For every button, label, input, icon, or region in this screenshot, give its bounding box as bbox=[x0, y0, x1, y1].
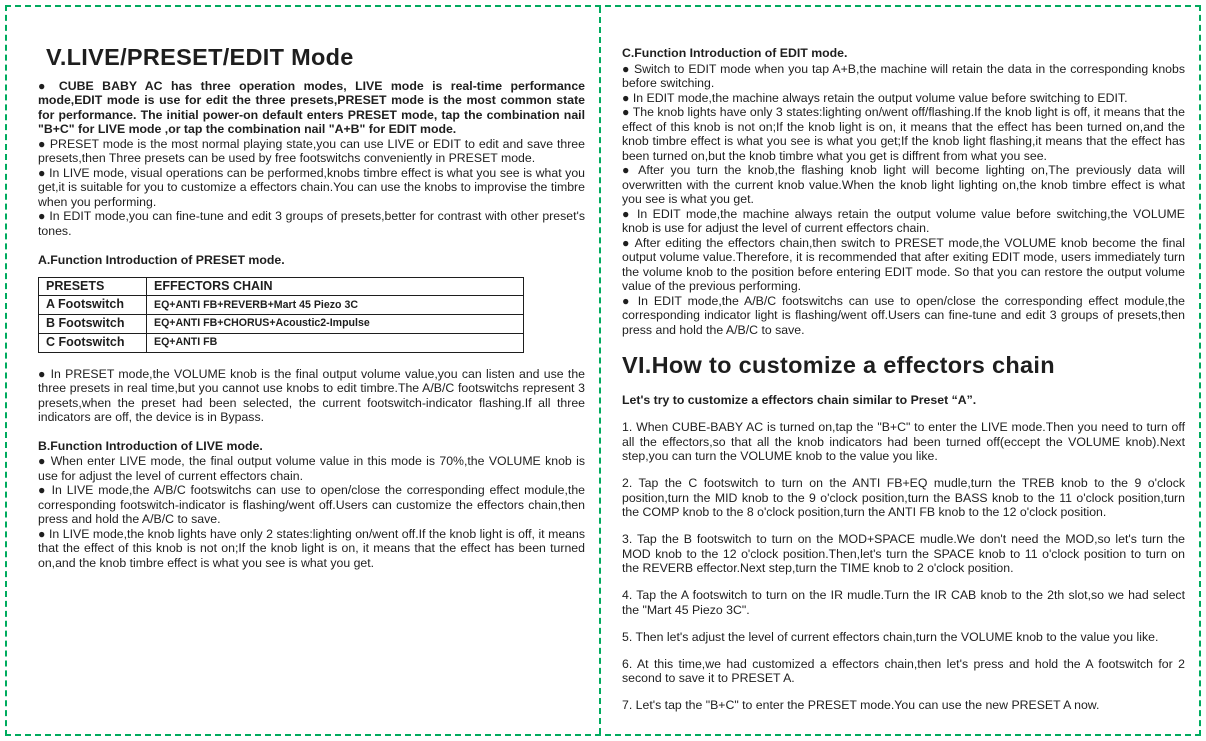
section-v-title: V.LIVE/PRESET/EDIT Mode bbox=[46, 44, 354, 70]
customize-step-4: 4. Tap the A footswitch to turn on the IR mudle.Turn the IR CAB knob to the 2th slot,so we had select the "Mart 45 Piezo 3C". bbox=[622, 588, 1185, 617]
presets-header-cell: PRESETS bbox=[39, 277, 147, 296]
edit-mode-bullet-5: ● In EDIT mode,the machine always retain the output volume value before switching,the VOLUME knob is use for adjust the level of current effectors chain. bbox=[622, 206, 1185, 235]
live-mode-bullet-2: ● In LIVE mode,the A/B/C footswitchs can use to open/close the corresponding effect module,the corresponding footswitch-indicator is flashing/went off.Users can customize the effectors chain,then press and hold the A/B/C to save. bbox=[38, 483, 585, 527]
overview-bullet-1: ● PRESET mode is the most normal playing state,you can use LIVE or EDIT to edit and save three presets,then Three presets can be used by free footswitchs conveniently in PRESET mode. bbox=[38, 136, 585, 166]
chain-cell: EQ+ANTI FB bbox=[147, 333, 524, 352]
presets-table-header-row bbox=[39, 277, 524, 296]
edit-mode-bullet-4: ● After you turn the knob,the flashing knob light will become lighting on,The previously data will overwritten with the current knob value.When the knob light lighting on,the knob timbre effect is what you see is what you get. bbox=[622, 163, 1185, 206]
customize-step-1: 1. When CUBE-BABY AC is turned on,tap the "B+C" to enter the LIVE mode.Then you need to turn off all the effectors,so that all the knob indicators had been turned off(eccept the VOLUME knob).Next step,you can turn the VOLUME knob to the value you like. bbox=[622, 420, 1185, 464]
right-column bbox=[622, 46, 1185, 725]
section-vi-title: VI.How to customize a effectors chain bbox=[622, 352, 1055, 378]
preset-cell: C Footswitch bbox=[39, 333, 147, 352]
presets-table-row-b bbox=[39, 315, 524, 334]
edit-mode-heading: C.Function Introduction of EDIT mode. bbox=[622, 46, 848, 60]
customize-step-6: 6. At this time,we had customized a effectors chain,then let's press and hold the A footswitch for 2 second to save it to PRESET A. bbox=[622, 656, 1185, 686]
live-mode-bullet-1: ● When enter LIVE mode, the final output volume value in this mode is 70%,the VOLUME knob is use for adjust the level of current effectors chain. bbox=[38, 454, 585, 483]
preset-mode-heading: A.Function Introduction of PRESET mode. bbox=[38, 253, 285, 268]
overview-bullet-2: ● In LIVE mode, visual operations can be performed,knobs timbre effect is what you see is what you get,it is suitable for you to customize a effectors chain.You can use the knobs to improvise the timbre when you performing. bbox=[38, 165, 585, 209]
edit-mode-bullet-1: ● Switch to EDIT mode when you tap A+B,the machine will retain the data in the corresponding knobs before switching. bbox=[622, 61, 1185, 90]
customize-step-7: 7. Let's tap the "B+C" to enter the PRESET mode.You can use the new PRESET A now. bbox=[622, 698, 1100, 713]
left-column bbox=[38, 44, 585, 570]
edit-mode-bullet-3: ● The knob lights have only 3 states:lighting on/went off/flashing.If the knob light is off, it means that the effect of this knob is not on;If the knob light is on, it means that the effect has been turned on,and the knob timbre effect is what you see is what you get;If the knob light flashing,it means that the effect has been turned on,but the knob timbre what you get is diffrent from what you see. bbox=[622, 105, 1185, 163]
customize-subtitle: Let's try to customize a effectors chain similar to Preset “A”. bbox=[622, 392, 977, 407]
edit-mode-bullet-2: ● In EDIT mode,the machine always retain the output volume value before switching to EDIT. bbox=[622, 90, 1128, 105]
live-mode-heading: B.Function Introduction of LIVE mode. bbox=[38, 438, 263, 453]
edit-mode-bullet-6: ● After editing the effectors chain,then switch to PRESET mode,the VOLUME knob become the final output volume value.Therefore, it is recommended that after exiting EDIT mode, users immediately turn the volume knob to the position before entering EDIT mode. So that you can restore the output volume value of the previous performing. bbox=[622, 235, 1185, 293]
intro-bullet: ● CUBE BABY AC has three operation modes, LIVE mode is real-time performance mode,EDIT mode is use for edit the three presets,PRESET mode is the most common state for performance. The initial power-on default enters PRESET mode, tap the combination nail "B+C" for LIVE mode ,or tap the combination nail "A+B" for EDIT mode. bbox=[38, 78, 585, 137]
customize-step-5: 5. Then let's adjust the level of current effectors chain,turn the VOLUME knob to the value you like. bbox=[622, 629, 1159, 644]
preset-mode-bullet: ● In PRESET mode,the VOLUME knob is the final output volume value,you can listen and use the three presets in real time,but you cannot use knobs to edit timbre.The A/B/C footswitchs represent 3 presets,when the preset had been selected, the current footswitch-indicator flashing.If all three indicators are off, the device is in Bypass. bbox=[38, 366, 585, 425]
chain-cell: EQ+ANTI FB+CHORUS+Acoustic2-Impulse bbox=[147, 315, 524, 334]
live-mode-bullet-3: ● In LIVE mode,the knob lights have only 2 states:lighting on/went off.If the knob light is off, it means that the effect of this knob is not on;If the knob light is on, it means that the effect has been turned on,and the knob timbre effect is what you see is what you get. bbox=[38, 526, 585, 570]
overview-bullet-3: ● In EDIT mode,you can fine-tune and edit 3 groups of presets,better for contrast with other preset's tones. bbox=[38, 209, 585, 238]
column-divider bbox=[599, 7, 601, 734]
chain-cell: EQ+ANTI FB+REVERB+Mart 45 Piezo 3C bbox=[147, 296, 524, 315]
customize-step-2: 2. Tap the C footswitch to turn on the ANTI FB+EQ mudle,turn the TREB knob to the 9 o'clock position,turn the MID knob to the 9 o'clock position,turn the BASS knob to the 11 o'clock position,turn the COMP knob to the 8 o'clock position,turn the ANTI FB knob to the 12 o'clock position. bbox=[622, 476, 1185, 520]
presets-table bbox=[38, 277, 524, 353]
edit-mode-bullet-7: ● In EDIT mode,the A/B/C footswitchs can use to open/close the corresponding effect module,the corresponding indicator light is flashing/went off.Users can fine-tune and edit 3 groups of presets,then press and hold the A/B/C to save. bbox=[622, 293, 1185, 337]
presets-table-row-a bbox=[39, 296, 524, 315]
customize-step-3: 3. Tap the B footswitch to turn on the MOD+SPACE mudle.We don't need the MOD,so let's turn the MOD knob to the 12 o'clock position.Then,let's turn the SPACE knob to 11 o'clock position to turn on the REVERB effector.Next step,turn the TIME knob to 2 o'clock position. bbox=[622, 532, 1185, 576]
effectors-chain-header-cell: EFFECTORS CHAIN bbox=[147, 277, 524, 296]
preset-cell: B Footswitch bbox=[39, 315, 147, 334]
presets-table-row-c bbox=[39, 333, 524, 352]
preset-cell: A Footswitch bbox=[39, 296, 147, 315]
